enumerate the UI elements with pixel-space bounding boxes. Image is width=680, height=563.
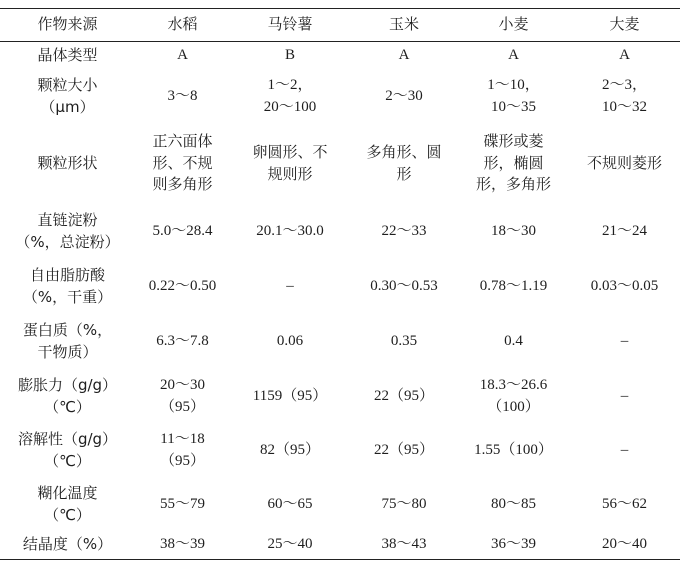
corn-cell <box>350 370 458 424</box>
cell-line: 颗粒形状 <box>37 153 98 172</box>
cell-line: （℃） <box>44 505 91 524</box>
table-row <box>0 70 680 124</box>
cell-line: 5.0～28.4 <box>152 222 213 239</box>
cell-line: – <box>620 441 629 458</box>
row-header <box>0 314 135 370</box>
cell-line: 20～40 <box>601 536 647 553</box>
cell-line: 正六面体 <box>152 131 213 150</box>
cell-line: 2～30 <box>385 87 423 104</box>
rice-cell <box>135 204 230 260</box>
potato-cell <box>230 260 350 314</box>
cell-line: 自由脂肪酸 <box>29 265 105 284</box>
row-header <box>0 370 135 424</box>
cell-line: 结晶度（%） <box>22 535 113 554</box>
potato-cell <box>230 42 350 70</box>
cell-line: 1159（95） <box>252 387 328 404</box>
barley-cell <box>569 532 680 560</box>
row-header <box>0 260 135 314</box>
cell-line: A <box>619 46 630 63</box>
cell-line: （%，干重） <box>22 287 113 306</box>
cell-line: 20～100 <box>263 98 317 115</box>
cell-line: 38～39 <box>159 536 205 553</box>
cell-line: 55～79 <box>159 495 205 512</box>
table-row <box>0 314 680 370</box>
cell-line: A <box>177 46 188 63</box>
barley-cell <box>569 70 680 124</box>
cell-line: （100） <box>487 398 540 415</box>
row-header <box>0 532 135 560</box>
cell-line: 60～65 <box>267 495 313 512</box>
cell-line: 1～2， <box>267 76 313 93</box>
row-header <box>0 478 135 532</box>
barley-cell <box>569 42 680 70</box>
wheat-cell <box>458 204 569 260</box>
cell-line: 82（95） <box>259 441 320 458</box>
rice-cell <box>135 70 230 124</box>
cell-line: 20.1～30.0 <box>256 222 324 239</box>
barley-cell <box>569 204 680 260</box>
potato-cell <box>230 532 350 560</box>
cell-line: 干物质） <box>37 342 98 361</box>
cell-line: 卵圆形、不 <box>252 142 328 161</box>
cell-line: （95） <box>159 452 205 469</box>
potato-cell <box>230 478 350 532</box>
cell-line: 溶解性（g/g） <box>17 429 118 448</box>
rice-cell <box>135 370 230 424</box>
corn-cell <box>350 204 458 260</box>
table-row <box>0 42 680 70</box>
cell-line: （95） <box>159 398 205 415</box>
corn-cell <box>350 424 458 478</box>
barley-cell <box>569 424 680 478</box>
cell-line: 0.22～0.50 <box>148 277 217 294</box>
cell-line: 不规则菱形 <box>586 153 662 172</box>
cell-line: 形，多角形 <box>475 175 551 194</box>
cell-line: 56～62 <box>601 495 647 512</box>
cell-line: 1.55（100） <box>474 441 553 458</box>
potato-cell <box>230 370 350 424</box>
corn-cell <box>350 314 458 370</box>
header-rice: 水稻 <box>135 9 230 42</box>
cell-line: A <box>508 46 519 63</box>
cell-line: （℃） <box>44 451 91 470</box>
cell-line: 38～43 <box>381 536 427 553</box>
corn-cell <box>350 70 458 124</box>
row-header <box>0 42 135 70</box>
cell-line: – <box>620 387 629 404</box>
cell-line: 10～32 <box>601 98 647 115</box>
cell-line: 1～10， <box>487 76 540 93</box>
cell-line: 11～18 <box>160 430 205 447</box>
corn-cell <box>350 42 458 70</box>
cell-line: – <box>286 277 294 294</box>
cell-line: 22（95） <box>373 387 434 404</box>
wheat-cell <box>458 370 569 424</box>
cell-line: （℃） <box>44 397 91 416</box>
corn-cell <box>350 124 458 204</box>
cell-line: 蛋白质（%， <box>22 320 113 339</box>
wheat-cell <box>458 70 569 124</box>
potato-cell <box>230 314 350 370</box>
rice-cell <box>135 124 230 204</box>
row-header <box>0 204 135 260</box>
barley-cell <box>569 370 680 424</box>
cell-line: 0.30～0.53 <box>370 277 438 294</box>
cell-line: 21～24 <box>601 222 647 239</box>
wheat-cell <box>458 42 569 70</box>
potato-cell <box>230 204 350 260</box>
header-corn: 玉米 <box>350 9 458 42</box>
header-wheat: 小麦 <box>458 9 569 42</box>
wheat-cell <box>458 314 569 370</box>
cell-line: 3～8 <box>167 87 198 104</box>
cell-line: 75～80 <box>381 495 427 512</box>
cell-line: 22（95） <box>373 441 434 458</box>
wheat-cell <box>458 424 569 478</box>
barley-cell <box>569 124 680 204</box>
cell-line: 0.4 <box>504 332 523 349</box>
table-row <box>0 124 680 204</box>
cell-line: 18～30 <box>490 222 536 239</box>
barley-cell <box>569 260 680 314</box>
cell-line: 36～39 <box>490 536 536 553</box>
cell-line: B <box>284 46 295 63</box>
table-row <box>0 204 680 260</box>
table-row <box>0 478 680 532</box>
table-row <box>0 424 680 478</box>
cell-line: 直链淀粉 <box>37 210 98 229</box>
cell-line: 颗粒大小 <box>37 75 98 94</box>
cell-line: 80～85 <box>490 495 536 512</box>
cell-line: A <box>398 46 410 63</box>
cell-line: 规则形 <box>267 164 313 183</box>
cell-line: 膨胀力（g/g） <box>17 375 118 394</box>
table-row <box>0 532 680 560</box>
cell-line: 形 <box>396 164 412 183</box>
rice-cell <box>135 260 230 314</box>
cell-line: 形，椭圆 <box>483 153 544 172</box>
corn-cell <box>350 260 458 314</box>
rice-cell <box>135 314 230 370</box>
cell-line: 0.06 <box>276 332 304 349</box>
header-potato: 马铃薯 <box>230 9 350 42</box>
table-row <box>0 370 680 424</box>
barley-cell <box>569 478 680 532</box>
cell-line: 25～40 <box>267 536 313 553</box>
wheat-cell <box>458 478 569 532</box>
potato-cell <box>230 70 350 124</box>
cell-line: 糊化温度 <box>37 483 98 502</box>
row-header <box>0 124 135 204</box>
rice-cell <box>135 532 230 560</box>
cell-line: （%，总淀粉） <box>15 232 120 251</box>
cell-line: 10～35 <box>490 98 536 115</box>
cell-line: 18.3～26.6 <box>479 376 548 393</box>
header-row <box>0 9 680 42</box>
wheat-cell <box>458 260 569 314</box>
cell-line: 0.78～1.19 <box>479 277 548 294</box>
header-barley: 大麦 <box>569 9 680 42</box>
potato-cell <box>230 124 350 204</box>
starch-properties-table <box>0 8 680 560</box>
cell-line: 6.3～7.8 <box>156 332 209 349</box>
row-header <box>0 424 135 478</box>
cell-line: 0.03～0.05 <box>590 277 659 294</box>
corn-cell <box>350 478 458 532</box>
cell-line: 则多角形 <box>152 175 213 194</box>
cell-line: 20～30 <box>159 376 205 393</box>
cell-line: 2～3， <box>601 76 647 93</box>
cell-line: （μm） <box>40 97 95 116</box>
row-header <box>0 70 135 124</box>
cell-line: 22～33 <box>381 222 427 239</box>
rice-cell <box>135 42 230 70</box>
barley-cell <box>569 314 680 370</box>
rice-cell <box>135 424 230 478</box>
cell-line: 晶体类型 <box>37 45 98 64</box>
cell-line: 碟形或菱 <box>483 131 544 150</box>
potato-cell <box>230 424 350 478</box>
table-row <box>0 260 680 314</box>
rice-cell <box>135 478 230 532</box>
cell-line: – <box>620 332 629 349</box>
wheat-cell <box>458 124 569 204</box>
corn-cell <box>350 532 458 560</box>
cell-line: 0.35 <box>390 332 418 349</box>
header-crop-source: 作物来源 <box>0 9 135 42</box>
cell-line: 形、不规 <box>152 153 213 172</box>
wheat-cell <box>458 532 569 560</box>
cell-line: 多角形、圆 <box>366 142 442 161</box>
